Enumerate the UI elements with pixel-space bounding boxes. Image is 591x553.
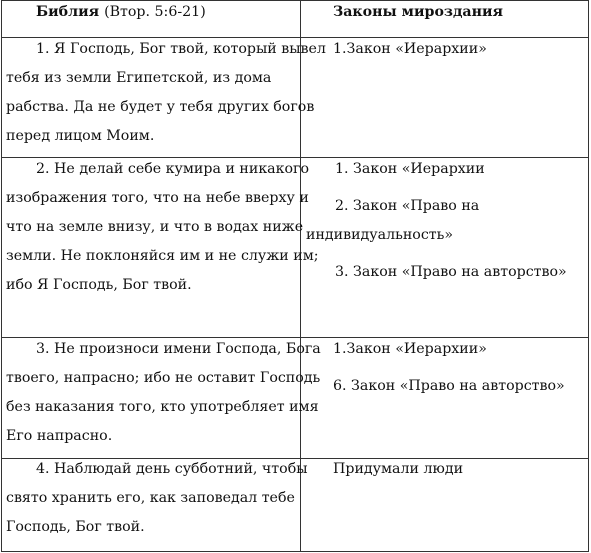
text-line: без наказания того, кто употребляет имя	[6, 399, 319, 415]
law-item-continuation: индивидуальность»	[306, 227, 454, 243]
text-line: земли. Не поклоняйся им и не служи им;	[6, 248, 319, 264]
column-header-bible	[36, 0, 206, 27]
text-line: 1. Я Господь, Бог твой, который вывел	[36, 41, 326, 57]
text-line: 4. Наблюдай день субботний, чтобы	[36, 461, 308, 477]
text-line: 2. Не делай себе кумира и никакого	[36, 161, 310, 177]
bible-cell	[6, 455, 308, 542]
law-item: 3. Закон «Право на авторство»	[335, 264, 567, 280]
laws-cell	[333, 455, 463, 484]
text-line: рабства. Да не будет у тебя других богов	[6, 99, 315, 115]
table-border-right	[588, 0, 589, 551]
comparison-table	[1, 0, 589, 552]
laws-cell	[306, 155, 567, 287]
text-line: 3. Не произноси имени Господа, Бога	[36, 341, 321, 357]
text-line: Господь, Бог твой.	[6, 519, 145, 535]
text-line: перед лицом Моим.	[6, 128, 155, 144]
bible-cell	[6, 155, 319, 300]
bible-cell	[6, 335, 321, 451]
column-header-laws: Законы мироздания	[333, 4, 504, 20]
text-line: свято хранить его, как заповедал тебе	[6, 490, 295, 506]
bible-header-title: Библия	[36, 4, 100, 20]
law-item: Придумали люди	[333, 461, 464, 477]
law-item: 1.Закон «Иерархии»	[333, 341, 487, 357]
bible-cell	[6, 35, 326, 151]
laws-cell	[333, 35, 487, 64]
text-line: Его напрасно.	[6, 428, 113, 444]
text-line: изображения того, что на небе вверху и	[6, 190, 309, 206]
laws-cell	[333, 335, 565, 401]
law-item: 1.Закон «Иерархии»	[333, 41, 487, 57]
law-item: 6. Закон «Право на авторство»	[333, 378, 565, 394]
text-line: ибо Я Господь, Бог твой.	[6, 277, 192, 293]
law-item: 2. Закон «Право на	[335, 198, 480, 214]
text-line: твоего, напрасно; ибо не оставит Господь	[6, 370, 321, 386]
table-border-bottom	[1, 551, 589, 552]
law-item: 1. Закон «Иерархии	[335, 161, 485, 177]
bible-header-reference: (Втор. 5:6-21)	[104, 4, 206, 20]
text-line: что на земле внизу, и что в водах ниже	[6, 219, 304, 235]
table-border-left	[1, 0, 2, 551]
text-line: тебя из земли Египетской, из дома	[6, 70, 272, 86]
